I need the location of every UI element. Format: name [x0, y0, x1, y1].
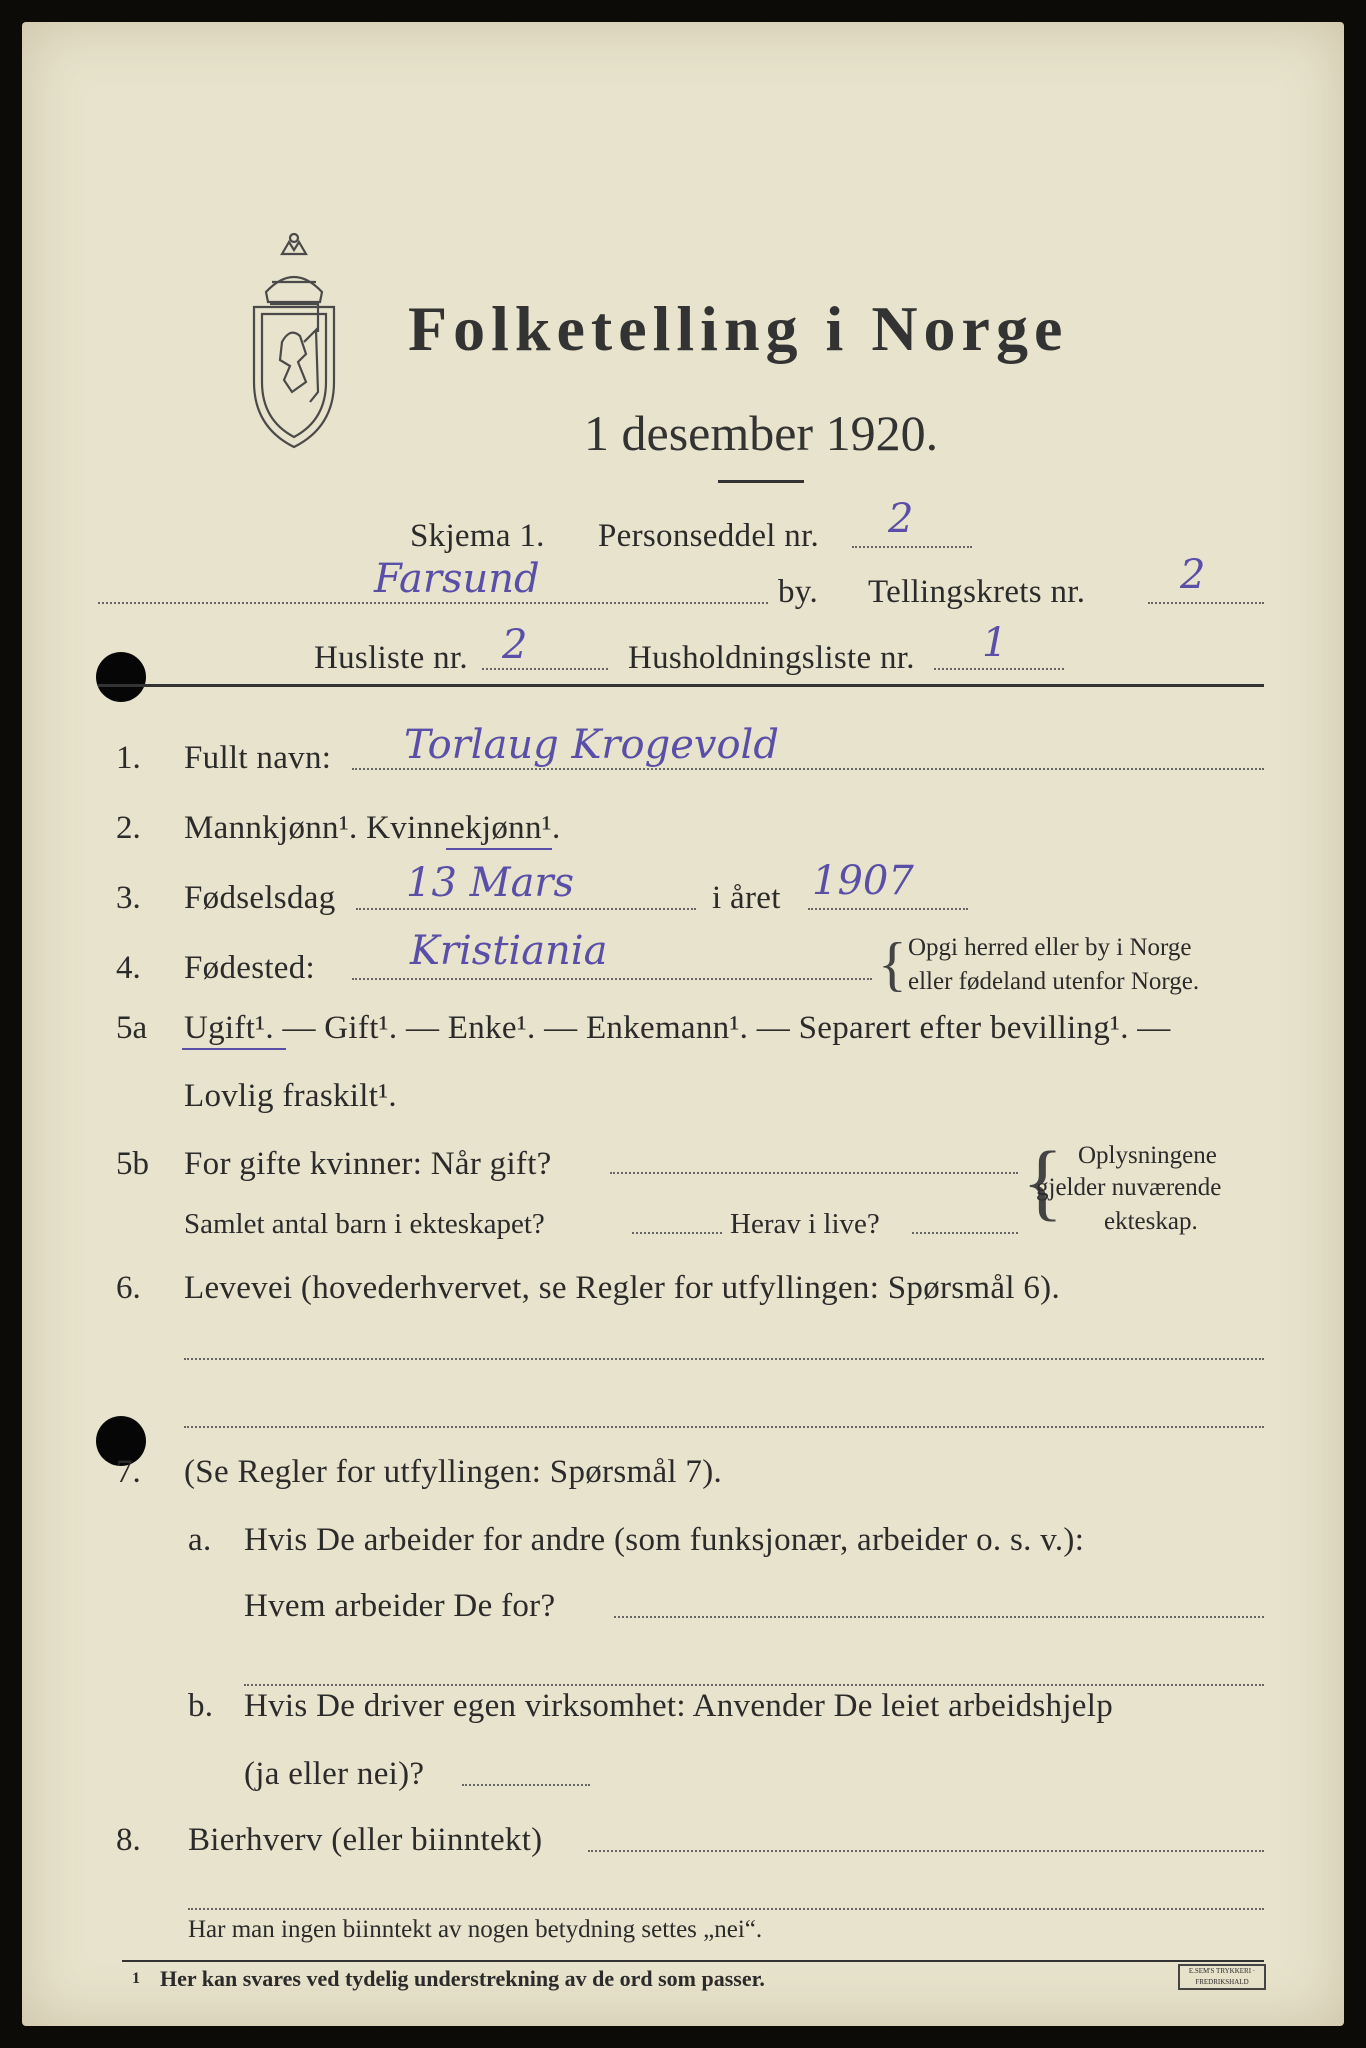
printer-stamp: E.SEM'S TRYKKERI · FREDRIKSHALD [1178, 1964, 1266, 1990]
q5b-line2b: Herav i live? [730, 1208, 880, 1240]
q3-year-label: i året [712, 880, 781, 916]
header-divider [98, 684, 1264, 687]
q5b-note-line3: ekteskap. [1104, 1208, 1198, 1235]
q5b-note-line2: gjelder nuværende [1036, 1174, 1222, 1201]
coat-of-arms-icon [244, 232, 344, 452]
q6-line2 [184, 1426, 1264, 1428]
personseddel-value[interactable]: 2 [888, 496, 914, 542]
q4-note-line2: eller fødeland utenfor Norge. [908, 968, 1200, 995]
q5b-children-line [632, 1232, 722, 1234]
census-date: 1 desember 1920. [584, 405, 939, 461]
q7a-employer-line [614, 1616, 1264, 1618]
q7b-line2: (ja eller nei)? [244, 1756, 425, 1792]
q6-label: Levevei (hovederhvervet, se Regler for utfyllingen: Spørsmål 6). [184, 1270, 1061, 1306]
q7a-line2: Hvem arbeider De for? [244, 1588, 556, 1624]
q8-line2 [188, 1908, 1264, 1910]
q1-label: Fullt navn: [184, 740, 332, 776]
biinntekt-note: Har man ingen biinntekt av nogen betydning settes „nei“. [188, 1916, 763, 1943]
q4-value[interactable]: Kristiania [410, 928, 608, 974]
tellingskrets-value[interactable]: 2 [1180, 552, 1206, 598]
q3-year-line [808, 908, 968, 910]
q2-underline [446, 848, 552, 850]
city-value[interactable]: Farsund [374, 556, 540, 602]
q3-label: Fødselsdag [184, 880, 336, 916]
q5a-number: 5a [116, 1010, 148, 1046]
q2-label: Mannkjønn¹. Kvinnekjønn¹. [184, 810, 561, 846]
q5b-number: 5b [116, 1146, 149, 1182]
footnote-mark: 1 [132, 1970, 140, 1987]
q1-number: 1. [116, 740, 141, 776]
q2-number: 2. [116, 810, 141, 846]
q5b-line1: For gifte kvinner: Når gift? [184, 1146, 552, 1182]
q4-note-line1: Opgi herred eller by i Norge [908, 934, 1192, 961]
husholdning-label: Husholdningsliste nr. [628, 640, 915, 676]
q1-line [352, 768, 1264, 770]
punch-hole-top [96, 652, 146, 702]
q5b-note-brace: { [1022, 1133, 1064, 1229]
q3-year-value[interactable]: 1907 [812, 858, 914, 904]
husliste-value[interactable]: 2 [502, 622, 528, 668]
footnote-text: Her kan svares ved tydelig understrekning av de ord som passer. [160, 1966, 765, 1991]
q5b-alive-line [912, 1232, 1018, 1234]
q5b-married-line [610, 1172, 1018, 1174]
q7a-extra-line [244, 1684, 1264, 1686]
tellingskrets-line [1148, 602, 1264, 604]
q8-number: 8. [116, 1822, 141, 1858]
q7b-answer-line [462, 1784, 590, 1786]
tellingskrets-label: Tellingskrets nr. [868, 574, 1086, 610]
q7-number: 7. [116, 1454, 141, 1490]
q1-value[interactable]: Torlaug Krogevold [404, 722, 779, 768]
husliste-line [482, 668, 608, 670]
by-label: by. [778, 574, 819, 610]
title-divider [718, 480, 804, 483]
q3-day-value[interactable]: 13 Mars [406, 860, 575, 906]
form-title: Folketelling i Norge [408, 293, 1069, 364]
footnote-divider [122, 1960, 1264, 1962]
q7a-line1: Hvis De arbeider for andre (som funksjonær, arbeider o. s. v.): [244, 1522, 1085, 1558]
q7b-line1: Hvis De driver egen virksomhet: Anvender De leiet arbeidshjelp [244, 1688, 1114, 1724]
city-line [98, 602, 768, 604]
schema-label: Skjema 1. [410, 518, 545, 554]
q4-line [352, 978, 872, 980]
q3-day-line [356, 908, 696, 910]
q5a-underline [182, 1048, 286, 1050]
q3-number: 3. [116, 880, 141, 916]
personseddel-label: Personseddel nr. [598, 518, 820, 554]
q7b-letter: b. [188, 1688, 214, 1724]
q8-line1 [588, 1850, 1264, 1852]
q4-label: Fødested: [184, 950, 316, 986]
census-form [22, 22, 1344, 2026]
q7-label: (Se Regler for utfyllingen: Spørsmål 7). [184, 1454, 723, 1490]
q5a-line2: Lovlig fraskilt¹. [184, 1078, 397, 1114]
husholdning-line [934, 668, 1064, 670]
q7a-letter: a. [188, 1522, 212, 1558]
q5a-line1: Ugift¹. — Gift¹. — Enke¹. — Enkemann¹. — Separert efter bevilling¹. — [184, 1010, 1171, 1046]
husliste-label: Husliste nr. [314, 640, 468, 676]
husholdning-value[interactable]: 1 [982, 620, 1008, 666]
q4-number: 4. [116, 950, 141, 986]
q4-note-brace: { [878, 931, 907, 997]
q6-line1 [184, 1358, 1264, 1360]
personseddel-line [852, 546, 972, 548]
q8-label: Bierhverv (eller biinntekt) [188, 1822, 543, 1858]
q6-number: 6. [116, 1270, 141, 1306]
q5b-note-line1: Oplysningene [1078, 1142, 1217, 1169]
q5b-line2a: Samlet antal barn i ekteskapet? [184, 1208, 545, 1240]
